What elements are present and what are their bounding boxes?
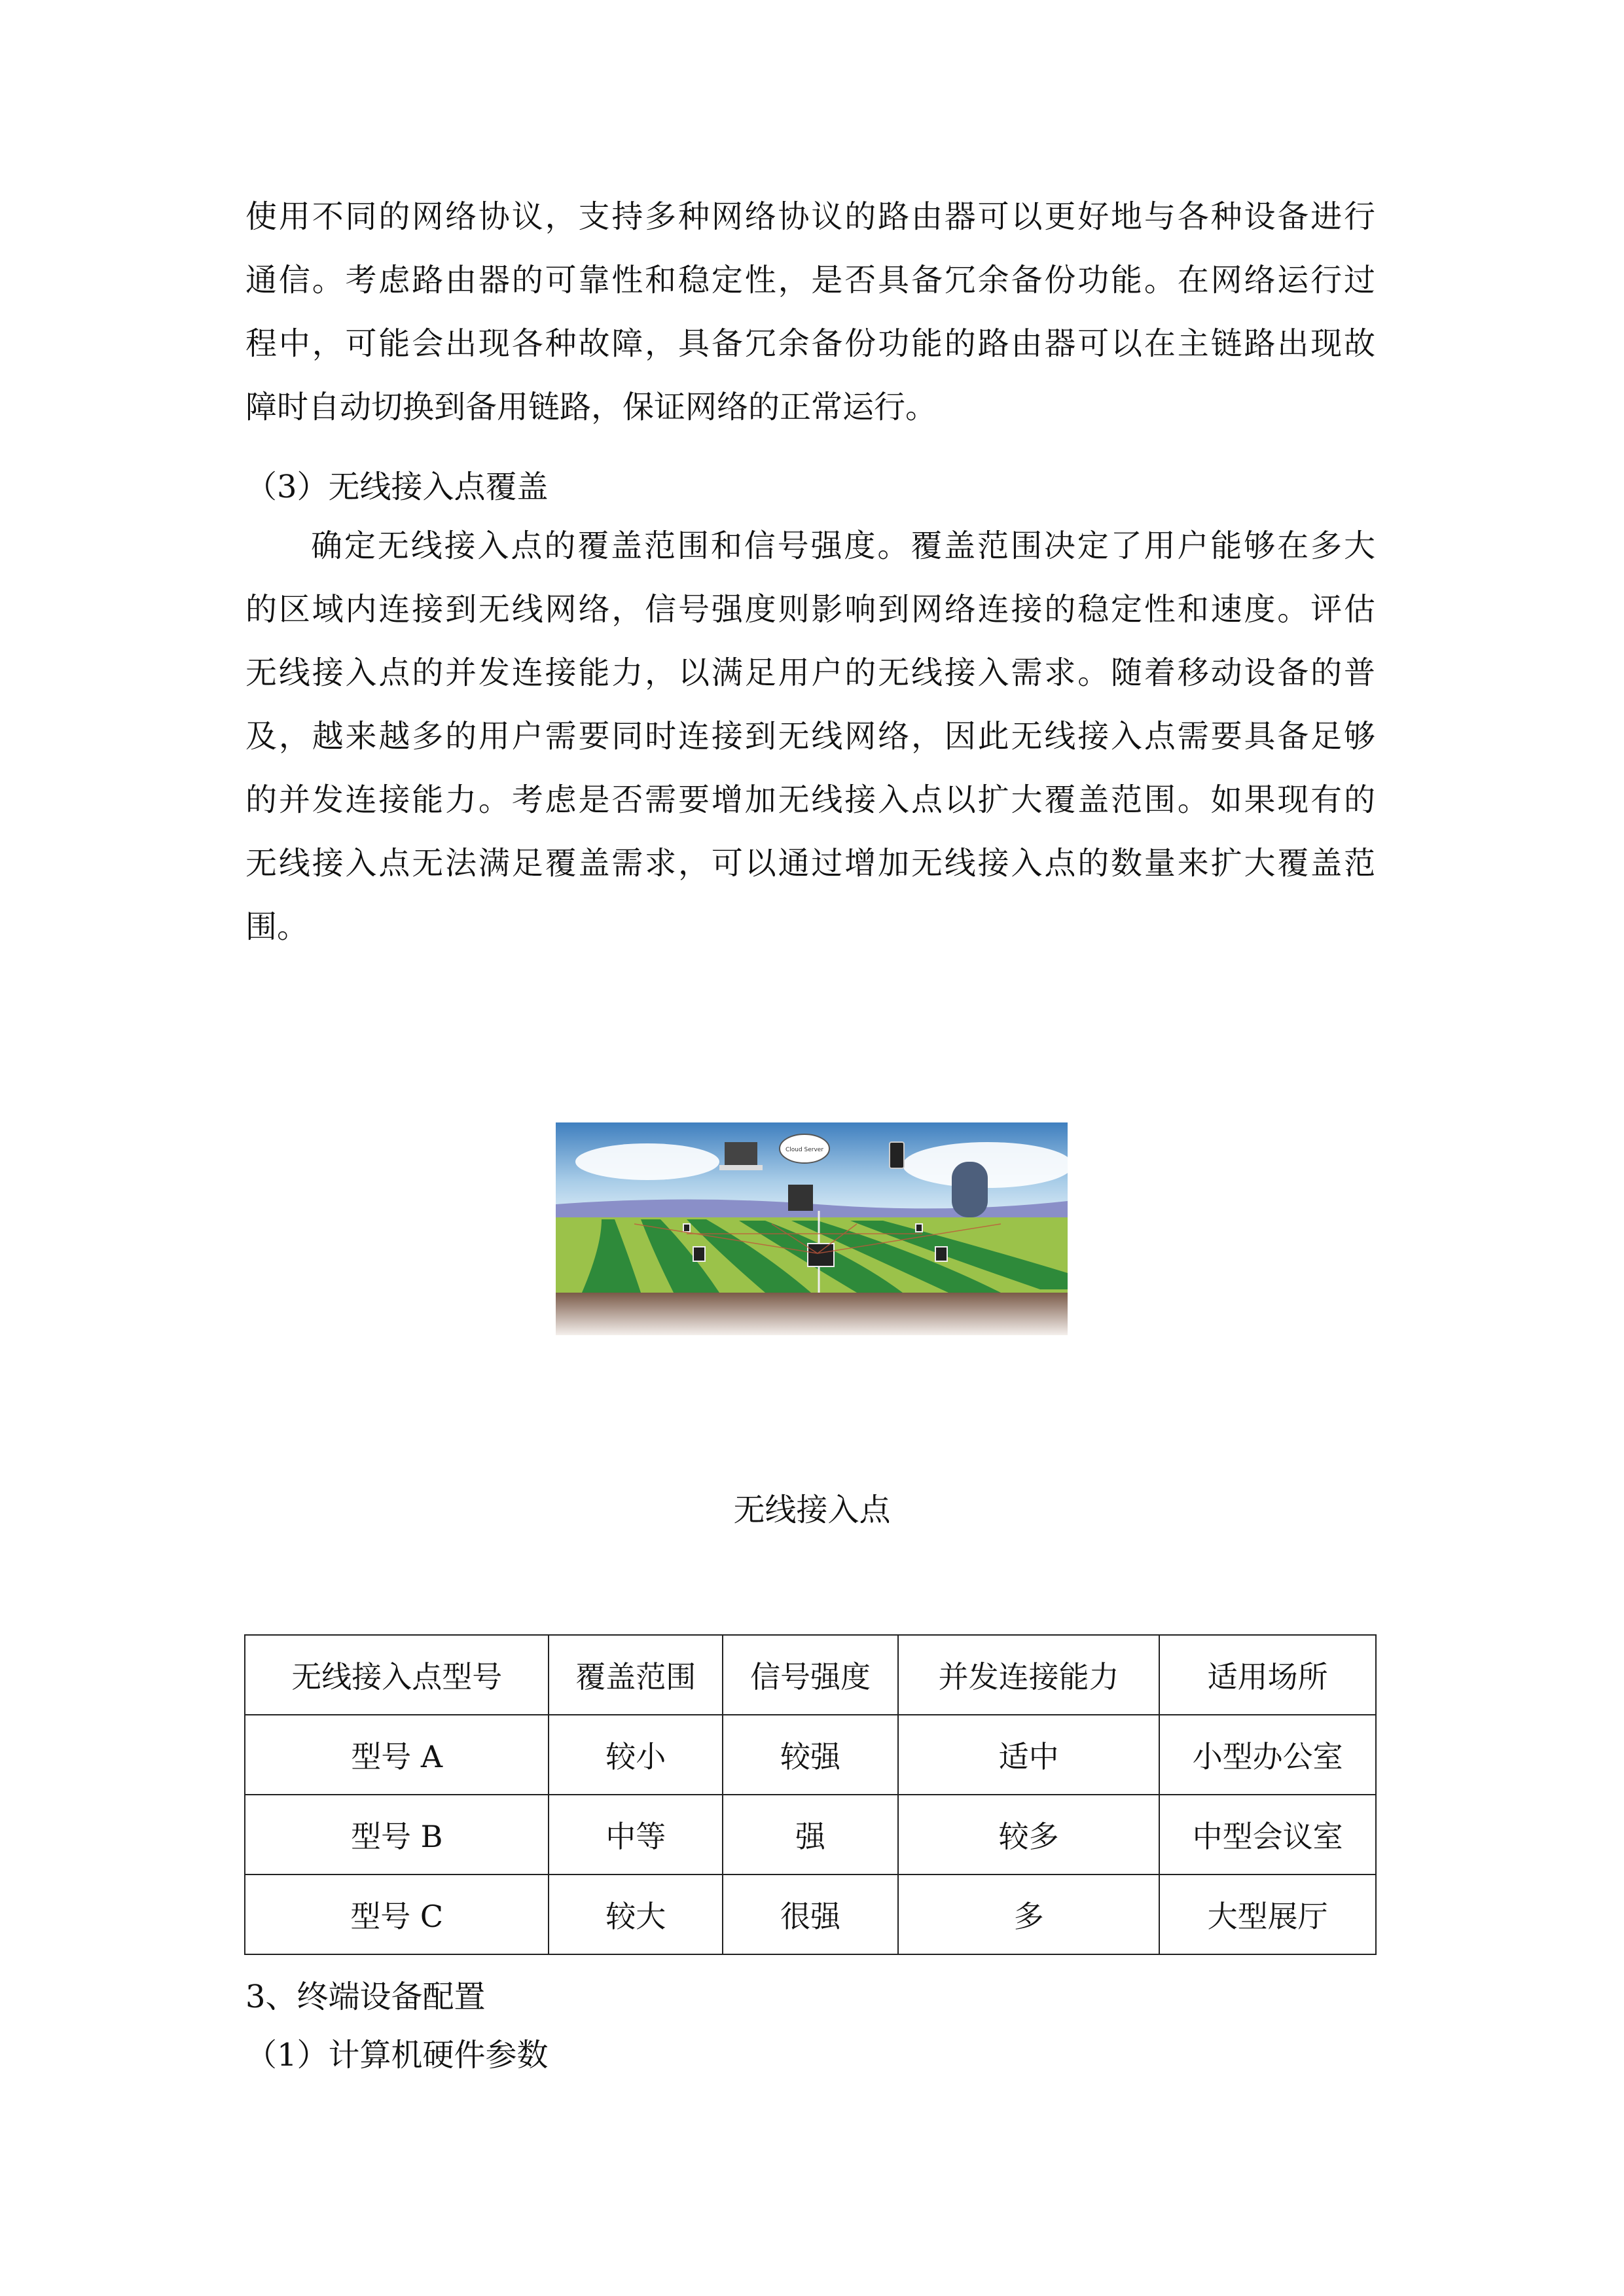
table-cell: 型号 C xyxy=(245,1874,549,1954)
paragraph-wireless-ap xyxy=(245,514,1375,959)
subsection-heading-computer-hardware: （1）计算机硬件参数 xyxy=(245,2037,549,2073)
table-header-cell: 无线接入点型号 xyxy=(245,1635,549,1715)
table-cell: 中型会议室 xyxy=(1159,1795,1376,1874)
table-header-cell: 信号强度 xyxy=(723,1635,898,1715)
table-header-row xyxy=(245,1635,1376,1715)
text-line: 使用不同的网络协议，支持多种网络协议的路由器可以更好地与各种设备进行 xyxy=(245,198,1375,235)
cloud-server-icon xyxy=(780,1134,829,1163)
table-cell: 强 xyxy=(723,1795,898,1874)
text-line: 障时自动切换到备用链路，保证网络的正常运行。 xyxy=(245,389,937,425)
paragraph-router xyxy=(245,185,1375,439)
table-cell: 较强 xyxy=(723,1715,898,1795)
table-cell: 大型展厅 xyxy=(1159,1874,1376,1954)
table-cell: 很强 xyxy=(723,1874,898,1954)
text-line: 围。 xyxy=(245,908,309,945)
text-line: 的并发连接能力。考虑是否需要增加无线接入点以扩大覆盖范围。如果现有的 xyxy=(245,781,1375,818)
text-line: 确定无线接入点的覆盖范围和信号强度。覆盖范围决定了用户能够在多大 xyxy=(311,528,1375,564)
cloud-label: Cloud Server xyxy=(785,1147,824,1153)
table-header-cell: 并发连接能力 xyxy=(898,1635,1160,1715)
text-line: 无线接入点无法满足覆盖需求，可以通过增加无线接入点的数量来扩大覆盖范 xyxy=(245,845,1375,882)
text-line: 通信。考虑路由器的可靠性和稳定性，是否具备冗余备份功能。在网络运行过 xyxy=(245,262,1375,298)
text-line: 无线接入点的并发连接能力，以满足用户的无线接入需求。随着移动设备的普 xyxy=(245,655,1375,691)
table-cell: 中等 xyxy=(549,1795,723,1874)
table-cell: 适中 xyxy=(898,1715,1160,1795)
table-cell: 多 xyxy=(898,1874,1160,1954)
section-heading-terminal-devices: 3、终端设备配置 xyxy=(245,1979,486,2015)
table-row xyxy=(245,1715,1376,1795)
table-cell: 较多 xyxy=(898,1795,1160,1874)
text-line: 程中，可能会出现各种故障，具备冗余备份功能的路由器可以在主链路出现故 xyxy=(245,325,1375,362)
table-row xyxy=(245,1874,1376,1954)
table-row xyxy=(245,1795,1376,1874)
table-cell: 小型办公室 xyxy=(1159,1715,1376,1795)
text-line: 及，越来越多的用户需要同时连接到无线网络，因此无线接入点需要具备足够 xyxy=(245,718,1375,755)
wireless-ap-illustration xyxy=(556,1122,1068,1335)
table-cell: 较小 xyxy=(549,1715,723,1795)
laptop-icon xyxy=(719,1142,763,1170)
section-heading-wireless-ap: （3）无线接入点覆盖 xyxy=(245,469,549,505)
table-cell: 较大 xyxy=(549,1874,723,1954)
table-cell: 型号 A xyxy=(245,1715,549,1795)
figure-caption: 无线接入点 xyxy=(733,1492,891,1528)
wireless-ap-table xyxy=(244,1634,1377,1955)
table-header-cell: 覆盖范围 xyxy=(549,1635,723,1715)
table-cell: 型号 B xyxy=(245,1795,549,1874)
text-line: 的区域内连接到无线网络，信号强度则影响到网络连接的稳定性和速度。评估 xyxy=(245,591,1375,628)
phone-icon xyxy=(890,1142,904,1168)
table-header-cell: 适用场所 xyxy=(1159,1635,1376,1715)
